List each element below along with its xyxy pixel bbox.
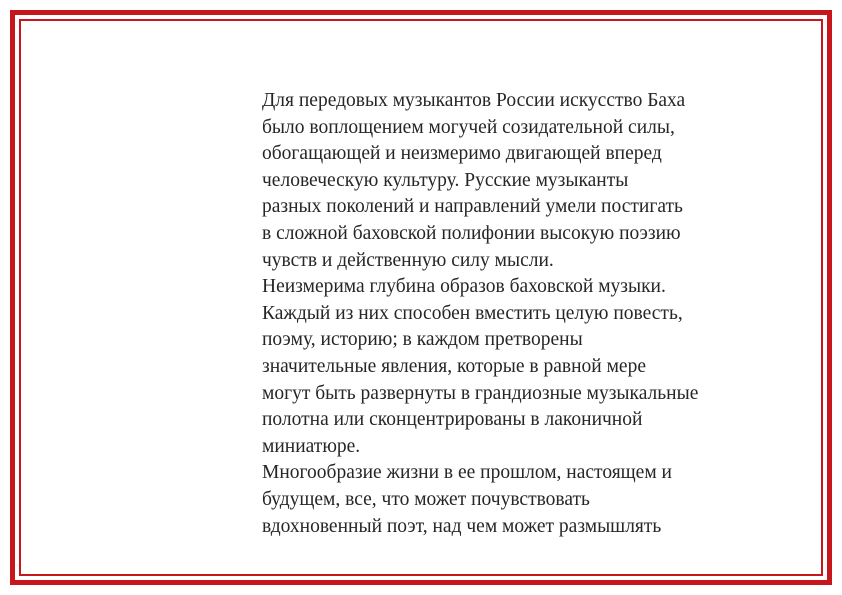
text-line: было воплощением могучей созидательной силы,	[262, 116, 675, 138]
text-line: вдохновенный поэт, над чем может размышлять	[262, 515, 662, 537]
text-line: разных поколений и направлений умели постигать	[262, 196, 683, 218]
text-line: могут быть развернуты в грандиозные музыкальные	[262, 382, 699, 404]
text-line: Неизмерима глубина образов баховской музыки.	[262, 276, 666, 298]
text-line: Многообразие жизни в ее прошлом, настоящем и	[262, 462, 672, 484]
text-line: поэму, историю; в каждом претворены	[262, 329, 583, 351]
text-line: чувств и действенную силу мысли.	[262, 249, 554, 271]
text-line: значительные явления, которые в равной мере	[262, 355, 646, 377]
text-line: человеческую культуру. Русские музыканты	[262, 169, 629, 191]
body-text	[262, 88, 762, 540]
text-line: полотна или сконцентрированы в лаконичной	[262, 409, 643, 431]
text-line: Для передовых музыкантов России искусство Баха	[262, 90, 686, 111]
text-line: Каждый из них способен вместить целую повесть,	[262, 302, 683, 324]
text-line: в сложной баховской полифонии высокую поэзию	[262, 222, 681, 244]
text-line: обогащающей и неизмеримо двигающей вперед	[262, 143, 662, 165]
text-line: миниатюре.	[262, 435, 361, 457]
text-line: будущем, все, что может почувствовать	[262, 488, 590, 510]
